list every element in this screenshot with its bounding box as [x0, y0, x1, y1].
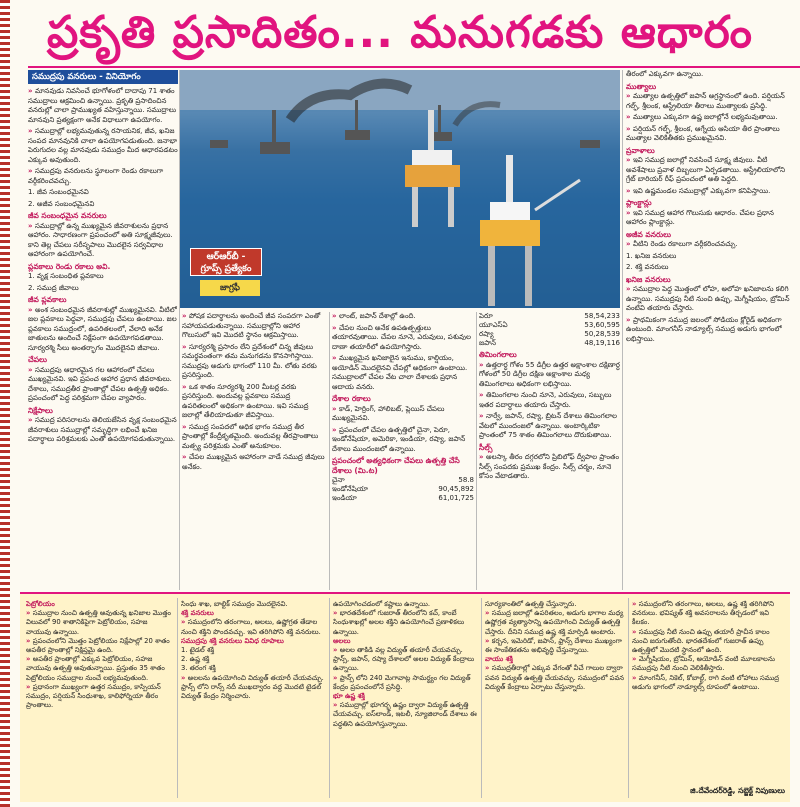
column-divider: [481, 598, 482, 798]
paragraph: » ముఖ్యమైన ఖనిజాలైన ఇనుము, కాల్షియం, అయోడిన్ మొదలైనవి చేపల్లో అధికంగా ఉంటాయి. సముద్రాలలో చేపల వేట చాలా దేశాలకు ప్రధాన ఆదాయ వనరు.: [332, 354, 474, 392]
bottom-column-4: [485, 600, 625, 798]
table-row: జపాన్ 48,19,116: [479, 339, 620, 347]
table-row: ఇండోనేషియా 90,45,892: [332, 485, 474, 493]
paragraph: » సూర్యరశ్మి ప్రసారం లేని ప్రదేశంలో చిన్న జీవులు సమర్థవంతంగా తమ మనుగడను కొనసాగిస్తాయి. సముద్రపు అడుగు భాగంలో 110 మీ. లోతు వరకు ప్రసరిస్తుంది.: [182, 343, 327, 381]
paragraph: » మెగ్నీషియం, బ్రోమిన్, అయోడిన్ వంటి మూలకాలను సముద్రపు నీటి నుంచి వెలికితీస్తారు.: [632, 655, 786, 673]
paragraph: » సముద్రాల నుంచి ఉత్పత్తి అవుతున్న ఖనిజాల మొత్తం విలువలో 90 శాతానికిపైగా పెట్రోలియం, సహజ వాయువు ఉన్నాయి.: [26, 609, 174, 637]
paragraph: » ముత్యాల ఉత్పత్తిలో జపాన్ అగ్రస్థానంలో ఉంది. పర్షియన్ గల్ఫ్, శ్రీలంక, ఆస్ట్రేలియా తీరాలు ముత్యాలకు ప్రసిద్ధి.: [626, 92, 792, 111]
paragraph: » అపతీర ప్రాంతాల్లో ఎక్కువ పెట్రోలియం, సహజ వాయువు ఉత్పత్తి అవుతున్నాయి. ప్రస్తుతం 35 శాతం పెట్రోలియం సముద్రాల నుంచే లభ్యమవుతుంది.: [26, 655, 174, 683]
paragraph: » అంశ సంబంధమైన జీవరాశుల్లో ముఖ్యమైనవి. వీటిలో జల ప్లవకాలు పెద్దవా, సముద్రపు చేపలు ఉంటాయి. జల ప్లవకాలు సముద్రంలో, ఉపరితలంలో, వేలాది అనేక జాతులను అందించే నిక్షేపంగా ఉపయోగపడతాయి. సూర్యరశ్మి సీలు అంతర్భాగం మొదలైనవి జీవాలు.: [28, 306, 178, 354]
list-item: 2. శక్తి వనరులు: [626, 263, 669, 271]
subheading: అజీవ వనరులు: [626, 229, 671, 239]
subheading: భూ ఉష్ణ శక్తి: [333, 692, 365, 701]
subheading: వాయు శక్తి: [485, 655, 513, 664]
paragraph: » ఒక శాతం సూర్యరశ్మి 200 మీటర్ల వరకు ప్రసరిస్తుంది. అందువల్ల ప్లవకాలు సముద్ర ఉపరితలంలో అధికంగా ఉంటాయి. ఇవి సముద్ర జలాల్లో తేలియాడుతూ జీవిస్తాయి.: [182, 383, 327, 421]
paragraph: సింధు శాఖ, బాల్టిక్ సముద్రం మొదలైనవి.: [181, 600, 288, 608]
column-1: [28, 87, 178, 590]
list-item: 1. జీవ సంబంధమైనవి: [28, 188, 89, 196]
column-3: [332, 312, 474, 590]
paragraph: » వీటిని రెండు రకాలుగా వర్గీకరించవచ్చు.: [626, 240, 792, 250]
paragraph: » సముద్ర సంపదలో అధిక భాగం సముద్ర తీర ప్రాంతాల్లో కేంద్రీకృతమైంది. అందువల్ల తీరప్రాంతాలు మత్స్య పరిశ్రమకు ఎంతో అనుకూలం.: [182, 423, 327, 452]
paragraph: » సముద్రాల పెద్ద మొత్తంలో లోహ, అలోహ ఖనిజాలను కలిగి ఉన్నాయి. సముద్రపు నీటి నుంచి ఉప్పు, మెగ్నీషియం, బ్రోమిన్ వంటివి తయారు చేస్తారు.: [626, 285, 792, 314]
subheading: ప్రపంచంలో అత్యధికంగా చేపలు ఉత్పత్తి చేసే దేశాలు (మి.ట): [332, 456, 460, 475]
paragraph: » ప్రపంచంలోని మొత్తం పెట్రోలియం నిక్షేపాల్లో 20 శాతం అపతీర ప్రాంతాల్లో నిక్షిప్తమై ఉంది.: [26, 637, 174, 655]
paragraph: » అలస్కా తీరం దగ్గరలోని ప్రిబిలోఫ్ ద్వీపాల ప్రాంతం సీల్స్ సంపదకు ప్రముఖ కేంద్రం. సీల్స్ చర్మం, నూనె కోసం వేటాడతారు.: [479, 453, 620, 482]
paragraph: » తిమింగలాల నుంచి నూనె, ఎరువులు, సబ్బులు ఇతర పదార్థాలు తయారు చేస్తారు.: [479, 391, 620, 410]
column-divider: [628, 598, 629, 798]
table-row: ఇండియా 61,01,725: [332, 494, 474, 502]
column-2: [182, 312, 327, 590]
subheading: దేశాల రకాలు: [332, 394, 371, 403]
bottom-column-5: [632, 600, 786, 782]
author-credit: జి.దేవేందర్‌రెడ్డి, సబ్జెక్ట్ నిపుణులు: [690, 786, 785, 795]
paragraph: » మానవుడు నివసించే భూగోళంలో దాదాపు 71 శాతం సముద్రాలు ఆక్రమించి ఉన్నాయి. ప్రకృతి ప్రసాదించిన వనరుల్లో చాలా ప్రాముఖ్యత వహిస్తున్నాయి. సముద్రాలు మానవుని ప్రత్యక్షంగా అనేక విధాలుగా ఉపయోగం.: [28, 87, 178, 125]
page-headline: ప్రకృతి ప్రసాదితం... మనుగడకు ఆధారం: [47, 7, 753, 58]
paragraph: » సముద్రంలోని తరంగాలు, అలలు, ఉష్ణ శక్తి తరిగిపోని వనరులు. భవిష్యత్ శక్తి అవసరాలను తీర్చడంలో ఇవి కీలకం.: [632, 600, 786, 628]
paragraph: » నార్వే, జపాన్, రష్యా, బ్రిటన్ దేశాలు తిమింగలాల వేటలో ముందంజలో ఉన్నాయి. అంటార్కిటికా ప్రాంతంలో 75 శాతం తిమింగలాలు దొరుకుతాయి.: [479, 412, 620, 441]
decorative-border: [0, 0, 10, 807]
subheading: జీవ సంబంధమైన వనరులు: [28, 211, 107, 220]
paragraph: » సముద్రాల్లో ఉన్న ముఖ్యమైన జీవరాశులను ప్రధాన ఆహారం. సాధారణంగా ప్రపంచంలో అతి సూక్ష్మజీవులు. కాని తెల్ల చేపలు సరీసృపాలు మొదలైన సర్వవిధాల ఆహారంగా ఉపయోగించే.: [28, 222, 178, 260]
list-item: 1. టైడల్ శక్తి: [181, 646, 215, 655]
paragraph: » సముద్రపు వనరులను స్థూలంగా రెండు రకాలుగా వర్గీకరించవచ్చు.: [28, 167, 178, 186]
list-item: 3. తరంగ శక్తి: [181, 664, 216, 673]
paragraph: » ఫ్రాన్స్ లోని 240 మెగావాట్ల సామర్థ్యం గల విద్యుత్ కేంద్రం ప్రపంచంలోనే ప్రసిద్ధి.: [333, 674, 478, 692]
bottom-column-3: [333, 600, 478, 798]
headline-rule: [28, 66, 800, 68]
paragraph: » భారతదేశంలో గుజరాత్ తీరంలోని కచ్, కాంబే సింధుశాఖల్లో అలల శక్తిని ఉపయోగించే ప్రణాళికలు ఉన్నాయి.: [333, 609, 478, 637]
subheading: ప్రవాళాలు: [626, 145, 655, 155]
subheading: ప్లవకాలు రెండు రకాలు అవి.: [28, 261, 111, 271]
paragraph: » ప్రాథమికంగా సముద్ర జలంలో సోడియం క్లోరైడ్ అధికంగా ఉంటుంది. మాంగనీస్ నాడ్యూల్స్ సముద్ర అడుగు భాగంలో లభిస్తాయి.: [626, 316, 792, 345]
paragraph: » ప్రధానంగా ముఖ్యంగా ఉత్తర సముద్రం, కాస్పియన్ సముద్రం, పర్షియన్ సింధుశాఖ, కాలిఫోర్నియా తీరం ప్రాంతాలు.: [26, 683, 174, 711]
photo-tag-line: ఆర్‌ఆర్‌బీ -: [206, 252, 246, 262]
paragraph: » ముత్యాలు ఎక్కువగా ఉష్ణ జలాల్లోనే లభ్యమవుతాయి.: [626, 113, 792, 123]
paragraph: » ఉత్తరార్ధ గోళం 55 డిగ్రీల ఉత్తర అక్షాంశాల దక్షిణార్ధ గోళంలో 50 డిగ్రీల దక్షిణ అక్షాంశాల మధ్య తిమింగలాలు అధికంగా లభిస్తాయి.: [479, 361, 620, 390]
subheading: సముద్రపు శక్తి వనరులు వివిధ రూపాలు: [181, 636, 284, 645]
column-divider: [329, 312, 330, 590]
subheading: ముత్యాలు: [626, 81, 657, 91]
table-row: పెరూ 58,54,233: [479, 312, 620, 320]
bottom-column-1: [26, 600, 174, 798]
paragraph: » ప్రపంచంలో చేపల ఉత్పత్తిలో చైనా, పెరూ, ఇండోనేషియా, అమెరికా, ఇండియా, రష్యా, జపాన్ దేశాలు ముందంజలో ఉన్నాయి.: [332, 426, 474, 455]
column-4: [479, 312, 620, 590]
subheading: చేపలు: [28, 355, 47, 364]
paragraph: » సముద్రతీరాల్లో ఎక్కువ వేగంతో వీచే గాలుల ద్వారా పవన విద్యుత్ ఉత్పత్తి చేయవచ్చు. సముద్రంలో పవన విద్యుత్ కేంద్రాలు ఏర్పాటు చేస్తున్నారు.: [485, 664, 625, 692]
subheading: పెట్రోలియం: [26, 600, 55, 608]
paragraph: » కాడ్, హెర్రింగ్, హాలిబట్, ప్లెయిస్ చేపలు ముఖ్యమైనవి.: [332, 405, 474, 424]
subheading: అలలు: [333, 636, 351, 645]
paragraph: » సముద్రపు నీటి నుంచి ఉప్పు తయారీ ప్రాచీన కాలం నుంచి జరుగుతోంది. భారతదేశంలో గుజరాత్ ఉప్పు ఉత్పత్తిలో మొదటి స్థానంలో ఉంది.: [632, 628, 786, 656]
paragraph: » సముద్ర పరిసరాలను తెలియజేసిన వృక్ష సంబంధమైన జీవరాశులు సముద్రాల్లో సమృద్ధిగా లభించే ఖనిజ పదార్థాలు పరిశ్రమలకు ఎంతో ఉపయోగపడుతున్నాయి.: [28, 416, 178, 445]
paragraph: » అలల తాకిడి వల్ల విద్యుత్ తయారీ చేయవచ్చు. ఫ్రాన్స్, జపాన్, రష్యా దేశాలలో అలల విద్యుత్ కేంద్రాలు ఉన్నాయి.: [333, 646, 478, 674]
list-item: 2. ఉష్ణ శక్తి: [181, 655, 210, 664]
paragraph: » కర్బన, ఇమెరిడో, జపాన్, ఫ్రాన్స్ దేశాలు ముఖ్యంగా ఈ సాంకేతికతను అభివృద్ధి చేస్తున్నాయి.: [485, 637, 625, 655]
subheading: ఖనిజ వనరులు: [626, 274, 671, 284]
paragraph: » సముద్రాల్లో లభ్యమవుతున్న రసాయనిక, జీవ, ఖనిజ సంపద మానవునికి చాలా ఉపయోగపడుతుంది. జనాభా పెరుగుదల వల్ల మానవుడు సముద్రం మీద ఆధారపడటం ఎక్కువ అవుతుంది.: [28, 127, 178, 165]
table-row: యూఎస్ఏ 53,60,595: [479, 321, 620, 329]
list-item: 2. సముద్ర జీవాలు: [28, 283, 79, 292]
bottom-column-2: [181, 600, 326, 798]
photo-tag-line: గ్రూప్స్ ప్రత్యేకం: [200, 264, 252, 274]
column-divider: [476, 312, 477, 590]
subheading: శక్తి వనరులు: [181, 609, 214, 618]
paragraph: » చేపల ముఖ్యమైన ఆహారంగా వాడే సముద్ర జీవులు అనేకం.: [182, 453, 327, 472]
table-row: రష్యా 50,28,539: [479, 330, 620, 338]
table-row: చైనా 58.8: [332, 476, 474, 484]
paragraph: ఉపయోగించడంలో కష్టాలు ఉన్నాయి.: [333, 600, 431, 608]
subheading: నిక్షేపాలు: [28, 405, 53, 415]
paragraph: » సముద్రాల్లో భూగర్భ ఉష్ణం ద్వారా విద్యుత్ ఉత్పత్తి చేయవచ్చు. ఐస్‌లాండ్, ఇటలీ, న్యూజిలాండ్ దేశాలు ఈ పద్ధతిని ఉపయోగిస్తున్నాయి.: [333, 701, 478, 729]
column-5: [626, 70, 792, 590]
paragraph: తీరంలో ఎక్కువగా ఉన్నాయి.: [626, 70, 704, 78]
paragraph: » సముద్ర జలాల్లో ఉపరితలం, అడుగు భాగాల మధ్య ఉష్ణోగ్రత వ్యత్యాసాన్ని ఉపయోగించి విద్యుత్ ఉత్పత్తి చేస్తారు. దీనిని సముద్ర ఉష్ణ శక్తి మార్పిడి అంటారు.: [485, 609, 625, 637]
subheading: ప్లాంక్టాన్లు: [626, 198, 652, 207]
paragraph: » చేపల నుంచి అనేక ఉపఉత్పత్తులు తయారవుతాయి. చేపల నూనె, ఎరువులు, పశువుల దాణా తయారీలో ఉపయోగిస్తారు.: [332, 324, 474, 353]
paragraph: » ఇవి సముద్ర ఆహార గొలుసుకు ఆధారం. చేపల ప్రధాన ఆహారం ప్లాంక్టాన్లు.: [626, 209, 792, 228]
paragraph: » ఇవి సముద్ర జలాల్లో నివసించే సూక్ష్మ జీవులు. వీటి అవశేషాలు ప్రవాళ దిబ్బలుగా ఏర్పడతాయి. ఆస్ట్రేలియాలోని గ్రేట్ బారియర్ రీఫ్ ప్రపంచంలో అతి పెద్దది.: [626, 156, 792, 185]
subheading: తిమింగలాలు: [479, 350, 517, 359]
paragraph: » మాంగనీస్, నికెల్, కోబాల్ట్, రాగి వంటి లోహాలు సముద్ర అడుగు భాగంలో నాడ్యూల్స్ రూపంలో ఉంటాయి.: [632, 674, 786, 692]
paragraph: సూర్యకాంతిలో ఉత్పత్తి చేస్తున్నారు.: [485, 600, 577, 608]
column-divider: [177, 598, 178, 798]
photo-tag: [190, 248, 262, 276]
subheading: సీల్స్: [479, 442, 493, 452]
list-item: 1. ఖనిజ వనరులు: [626, 251, 677, 260]
list-item: 2. అజీవ సంబంధమైనవి: [28, 199, 95, 208]
paragraph: » పోషక పదార్థాలను అందించే జీవ సంపదగా ఎంతో సహాయపడుతున్నాయి. సముద్రాల్లోని ఆహార గొలుసులో ఇవి మొదటి స్థానం ఆక్రమిస్తాయి.: [182, 312, 327, 341]
column-divider: [329, 598, 330, 798]
paragraph: » ఇవి ఉష్ణమండల సముద్రాల్లో ఎక్కువగా కనిపిస్తాయి.: [626, 187, 792, 197]
section-tag: సముద్రపు వనరులు - వినియోగం: [28, 70, 178, 84]
column-divider: [622, 70, 623, 590]
subject-tag: జాగ్రఫీ: [200, 280, 260, 296]
paragraph: » అలలను ఉపయోగించి విద్యుత్ తయారీ చేయవచ్చు. ఫ్రాన్స్ లోని రాన్స్ నదీ ముఖద్వారం వద్ద మొదటి టైడల్ విద్యుత్ కేంద్రం నిర్మించారు.: [181, 674, 326, 702]
paragraph: » లాంట్, జపాన్ దేశాల్లో ఉంది.: [332, 312, 474, 322]
paragraph: » సముద్రపు ఆధారమైన గల ఆహారంలో చేపలు ముఖ్యమైనవి. ఇవి ప్రపంచ ఆహార ప్రధాన జీవరాశులు. దేశాలు, సముద్రతీర ప్రాంతాల్లో చేపల ఉత్పత్తి అధికం. ప్రపంచంలో పెద్ద పరిశ్రమగా చేపల వ్యాపారం.: [28, 366, 178, 404]
subheading: జీవ ప్లవకాలు: [28, 295, 67, 304]
paragraph: » పర్షియన్ గల్ఫ్, శ్రీలంక, ఆగ్నేయ ఆసియా తీర ప్రాంతాలు ముత్యాల వెలికితీతకు ప్రముఖమైనవి.: [626, 125, 792, 144]
paragraph: » సముద్రంలోని తరంగాలు, అలలు, ఉష్ణోగ్రత తేడాల నుంచి శక్తిని పొందవచ్చు. ఇవి తరిగిపోని శక్తి వనరులు.: [181, 618, 326, 636]
list-item: 1. వృక్ష సంబంధిత ప్లవకాలు: [28, 272, 104, 280]
